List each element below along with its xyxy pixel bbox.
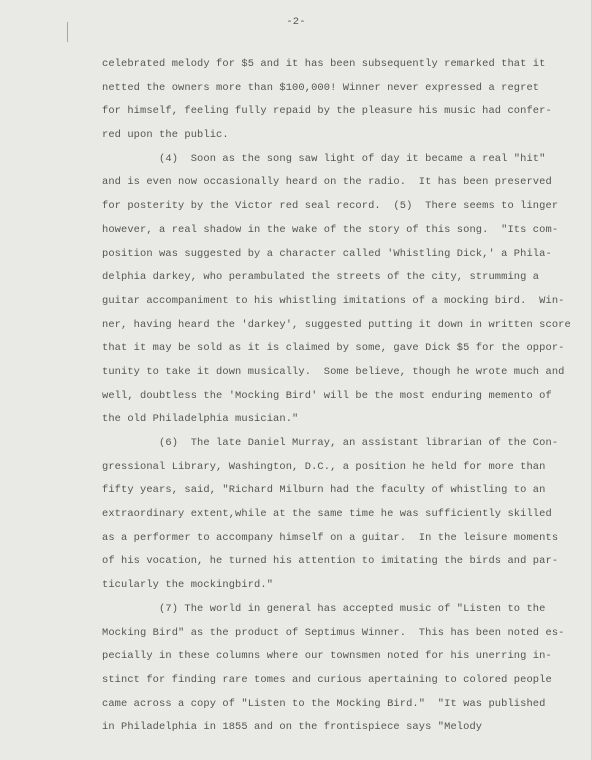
text-line: position was suggested by a character called 'Whistling Dick,' a Phila-	[102, 247, 552, 260]
text-line: gressional Library, Washington, D.C., a position he held for more than	[102, 460, 546, 473]
text-line: Mocking Bird" as the product of Septimus Winner. This has been noted es-	[102, 626, 565, 639]
text-line: as a performer to accompany himself on a guitar. In the leisure moments	[102, 531, 559, 544]
typed-text-body	[102, 53, 571, 740]
text-line: and is even now occasionally heard on the radio. It has been preserved	[102, 176, 552, 189]
text-line: well, doubtless the 'Mocking Bird' will be the most enduring memento of	[102, 389, 552, 402]
text-line: fifty years, said, "Richard Milburn had the faculty of whistling to an	[102, 484, 546, 497]
text-line: stinct for finding rare tomes and curious apertaining to colored people	[102, 673, 552, 686]
text-line: ticularly the mockingbird."	[102, 579, 274, 592]
text-line: celebrated melody for $5 and it has been subsequently remarked that it	[102, 58, 546, 70]
text-line: came across a copy of "Listen to the Mocking Bird." "It was published	[102, 697, 546, 710]
text-line: of his vocation, he turned his attention to imitating the birds and par-	[102, 555, 559, 568]
text-line: however, a real shadow in the wake of the story of this song. "Its com-	[102, 223, 559, 236]
text-line: in Philadelphia in 1855 and on the frontispiece says "Melody	[102, 721, 483, 734]
text-line: for posterity by the Victor red seal record. (5) There seems to linger	[102, 200, 559, 213]
text-line: netted the owners more than $100,000! Winner never expressed a regret	[102, 81, 540, 94]
text-line: the old Philadelphia musician."	[102, 413, 299, 426]
text-line: (6) The late Daniel Murray, an assistant librarian of the Con-	[102, 437, 559, 449]
text-line: extraordinary extent,while at the same time he was sufficiently skilled	[102, 508, 552, 521]
text-line: guitar accompaniment to his whistling imitations of a mocking bird. Win-	[102, 294, 565, 307]
text-line: that it may be sold as it is claimed by some, gave Dick $5 for the oppor-	[102, 342, 565, 355]
text-line: pecially in these columns where our townsmen noted for his unerring in-	[102, 650, 552, 663]
text-line: tunity to take it down musically. Some believe, though he wrote much and	[102, 365, 565, 378]
text-line: delphia darkey, who perambulated the streets of the city, strumming a	[102, 271, 540, 284]
text-line: (7) The world in general has accepted music of "Listen to the	[102, 602, 546, 615]
text-line: for himself, feeling fully repaid by the pleasure his music had confer-	[102, 105, 552, 118]
text-line: red upon the public.	[102, 129, 229, 142]
text-line: ner, having heard the 'darkey', suggested putting it down in written score	[102, 318, 571, 331]
page-number: -2-	[286, 16, 306, 28]
text-line: (4) Soon as the song saw light of day it became a real "hit"	[102, 152, 546, 165]
